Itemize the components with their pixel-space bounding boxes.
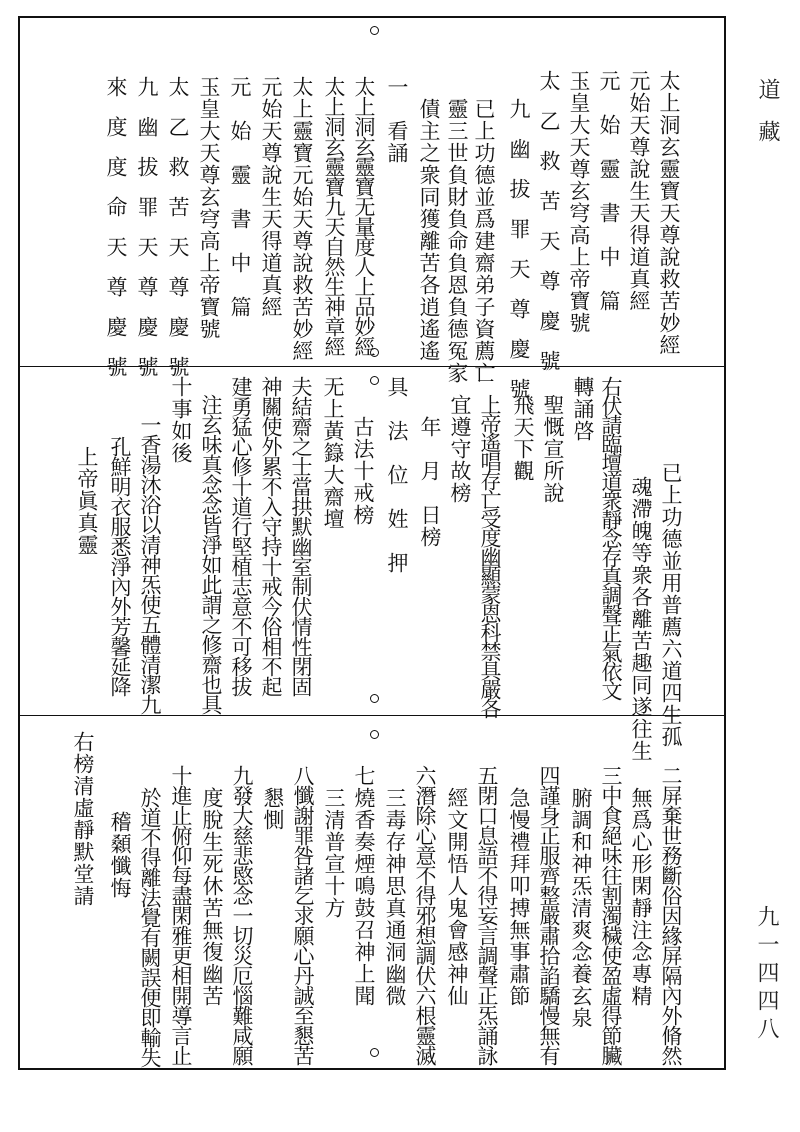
margin-title: 道藏 [755, 78, 780, 162]
text-column: 上帝眞真靈 [75, 446, 99, 556]
text-column: 急慢禮拜叩搏無事肅節 [507, 787, 531, 1007]
text-panel-3 [20, 715, 724, 1072]
text-column: 孔鮮明衣服悉淨內外芳馨延降 [108, 436, 132, 696]
text-column: 元始天尊說生天得道真經 [627, 70, 651, 312]
text-column: 元 始 靈 書 中 篇 [228, 76, 252, 318]
text-column: 三毒存神思真通洞幽微 [383, 787, 407, 1007]
text-column: 九 幽 拔 罪 天 尊 慶 號 [135, 76, 159, 376]
text-column: 稽顙懺悔 [108, 811, 132, 899]
text-column: 太 乙 救 苦 天 尊 慶 號 [537, 70, 561, 370]
text-column: 建勇猛心修十道行堅植志意不可移拔 [229, 376, 253, 696]
text-column: 元 始 靈 書 中 篇 [597, 70, 621, 312]
text-column: 玉皇大天尊玄穹高上帝寶號 [567, 70, 591, 334]
text-column: 八懺謝罪咎諸乞求願心丹誠至懇苦 [291, 765, 315, 1065]
text-column: 於道不得離法覺有闕誤便即輸失 [138, 787, 162, 1067]
text-column: 夫結齋之士當拱默幽室制伏情性閉固 [289, 376, 313, 696]
text-column: 太 乙 救 苦 天 尊 慶 號 [166, 76, 190, 376]
text-column: 九 幽 拔 罪 天 尊 慶 號 [507, 98, 531, 398]
text-column: 腑調和神炁清爽念養玄泉 [569, 787, 593, 1029]
text-panel-2 [20, 366, 724, 762]
text-column: 具 法 位 姓 押 [385, 376, 409, 574]
text-column: 已上功德並用普薦六道四生孤 [659, 462, 683, 748]
text-column: 九發大慈悲愍念一切災厄惱難咸願 [230, 765, 254, 1065]
text-column: 四謹身正服齊整嚴肅拾諂驕慢無有 [537, 765, 561, 1065]
text-column: 五閉口息語不得妄言調聲正炁誦詠 [475, 765, 499, 1065]
text-column: 二屏棄世務斷俗因緣屏隔內外脩然 [659, 765, 683, 1065]
text-column: 一香湯沐浴以清神炁使五體清潔九 [138, 414, 162, 714]
text-column: 右伏請臨壇道衆靜念存真調聲正氣依文 [599, 376, 623, 699]
text-column: 一 看誦 [385, 76, 409, 164]
text-column: 年 月 日榜 [418, 416, 442, 548]
text-column: 三中食絕味往割濁穢使盈虛得節臟 [599, 765, 623, 1065]
text-column: 太上靈寶元始天尊說救苦妙經 [290, 76, 314, 362]
text-column: 注玄味真念念皆淨如此謂之修齋也具 [199, 394, 223, 714]
text-column: 太上洞玄靈寶九天自然生神章經 [322, 76, 346, 356]
text-column: 度脫生死休苦無復幽苦 [200, 787, 224, 1007]
text-column: 古法十戒榜 [351, 416, 375, 526]
text-column: 無爲心形閑靜注念專精 [629, 787, 653, 1007]
text-column: 魂滯魄等衆各離苦趣同遂往生 [629, 476, 653, 762]
page-number: 九一四四八 [754, 905, 779, 1045]
page-frame [18, 16, 726, 1070]
text-column: 轉誦啓 [571, 376, 595, 442]
text-panel-1 [20, 18, 724, 398]
text-column: 懇惻 [261, 787, 285, 831]
text-column: 債主之衆同獲離苦各逍遙遙 [417, 98, 441, 362]
text-column: 聖慨宣所說 [541, 394, 565, 504]
text-column: 元始天尊說生天得道真經 [259, 76, 283, 318]
text-column: 神關使外累不入守持十戒今俗相不起 [259, 376, 283, 696]
text-column: 太上洞玄靈寶无量度人上品妙經 [352, 76, 376, 356]
text-column: 靈三世負財負命負恩負德冤家 [445, 98, 469, 384]
text-column: 經文開悟人鬼會感神仙 [445, 787, 469, 1007]
text-column: 已上功德並爲建齋弟子資薦亡 [472, 98, 496, 384]
text-column: 太上洞玄靈寶天尊說救苦妙經 [657, 70, 681, 356]
text-column: 六潛除心意不得邪想調伏六根靈滅 [413, 765, 437, 1065]
text-column: 上帝遙唱存亡受度幽顯蒙恩科禁具嚴各 [478, 394, 502, 717]
text-column: 三清普宣十方 [322, 787, 346, 919]
text-column: 宜遵守故榜 [448, 394, 472, 504]
text-column: 玉皇大天尊玄穹高上帝寶號 [197, 76, 221, 340]
text-column: 十進止俯仰每盡閑雅更相開導言止 [169, 765, 193, 1065]
text-column: 飛天下觀 [511, 394, 535, 482]
text-column: 七燒香奏煙鳴鼓召神上聞 [352, 765, 376, 1007]
text-column: 无上黃籙大齋壇 [321, 376, 345, 530]
text-column: 十事如後 [169, 376, 193, 464]
text-column: 來 度 度 命 天 尊 慶 號 [104, 76, 128, 376]
text-column: 右榜清虛靜默堂請 [71, 731, 95, 907]
